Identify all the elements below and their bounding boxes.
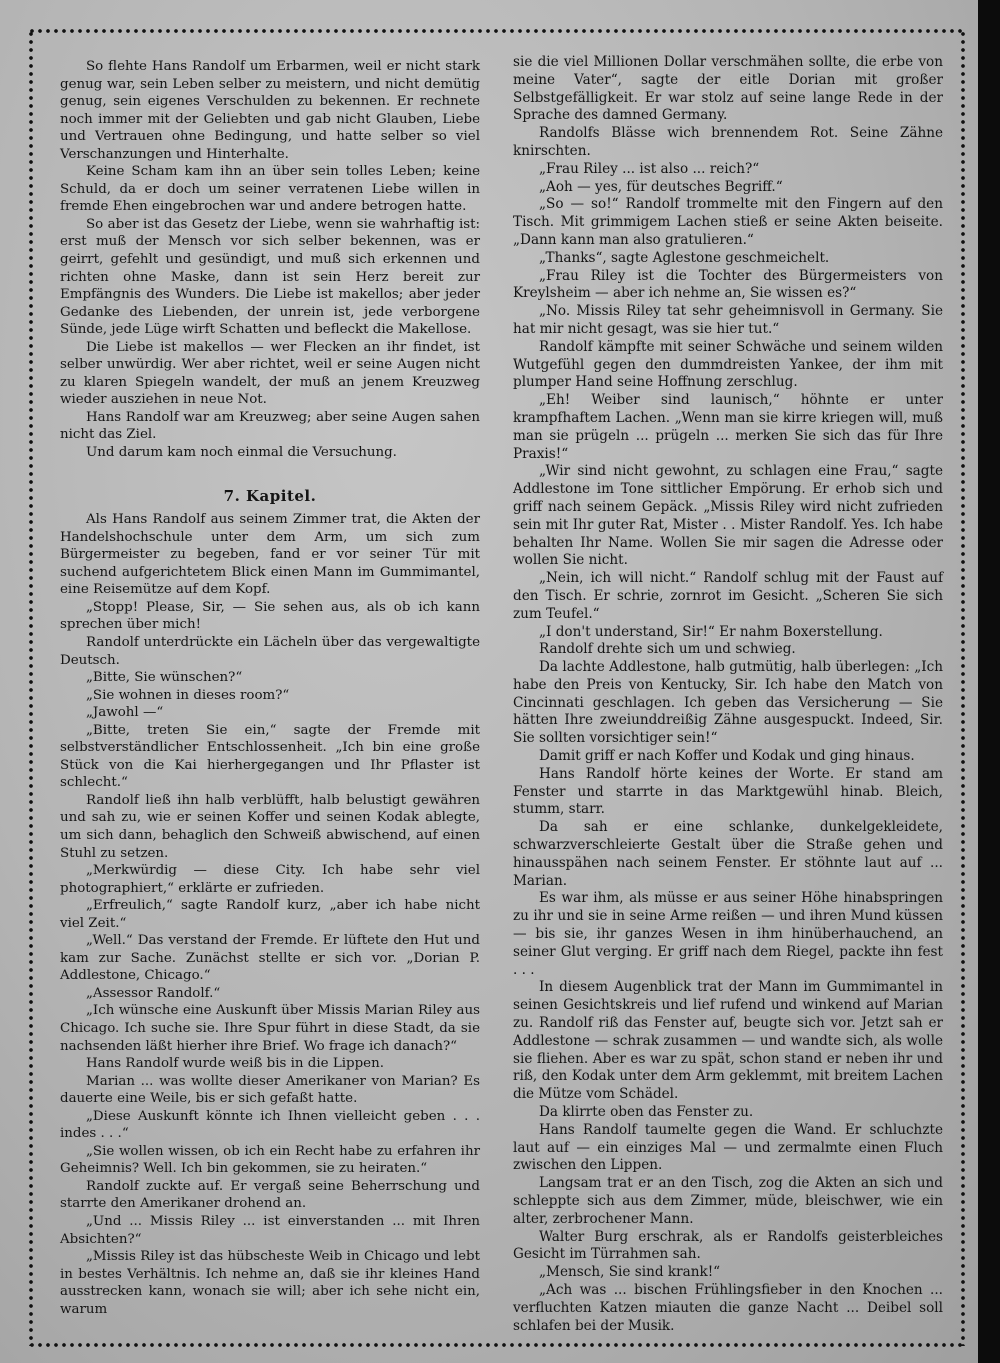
paragraph: „Wir sind nicht gewohnt, zu schlagen eine Frau,“ sagte Addlestone im Tone sittlicher Empörung. Er erhob sich und griff nach seinem Gepäck. „Missis Riley wird nicht zufrieden sein mit Ihr guter Rat, Mister . . Mister Randolf. Yes. Ich habe behalten Ihr Name. Wollen Sie mir sagen die Adresse oder wollen Sie nicht. (513, 463, 943, 569)
paragraph: „Sie wohnen in dieses room?“ (86, 687, 290, 703)
paragraph: Hans Randolf taumelte gegen die Wand. Er schluchzte laut auf — ein einziges Mal — und zermalmte einen Fluch zwischen den Lippen. (513, 1121, 943, 1174)
dotted-border-bottom (28, 1340, 966, 1350)
paragraph: „Mensch, Sie sind krank!“ (539, 1264, 721, 1281)
chapter-heading: 7. Kapitel. (223, 486, 317, 505)
paragraph: „Thanks“, sagte Aglestone geschmeichelt. (539, 249, 830, 266)
dotted-border-top (28, 26, 966, 36)
dotted-border-right (958, 30, 968, 1346)
paragraph: „Frau Riley ... ist also ... reich?“ (539, 160, 760, 177)
paragraph: Und darum kam noch einmal die Versuchung. (86, 445, 397, 461)
paragraph: In diesem Augenblick trat der Mann im Gummimantel in seinen Gesichtskreis und lief rufend und winkend auf Marian zu. Randolf riß das Fenster auf, beugte sich vor. Jetzt sah er Addlestone — schrak zusammen — und wandte sich, als wolle sie fliehen. Aber es war zu spät, schon stand er neben ihr und riß, den Kodak unter dem Arm geklemmt, mit breitem Lachen die Mütze vom Schädel. (513, 979, 943, 1103)
paragraph: „Jawohl —“ (86, 705, 164, 721)
paragraph: „Ich wünsche eine Auskunft über Missis Marian Riley aus Chicago. Ich suche sie. Ihre Spur führt in diese Stadt, da sie nachsenden läßt hierher ihre Brief. Wo frage ich danach?“ (60, 1003, 480, 1054)
paragraph: Walter Burg erschrak, als er Randolfs geisterbleiches Gesicht im Türrahmen sah. (513, 1228, 943, 1263)
paragraph: „Bitte, Sie wünschen?“ (86, 670, 243, 686)
paragraph: Als Hans Randolf aus seinem Zimmer trat, die Akten der Handelshochschule unter dem Arm, um sich zum Bürgermeister zu begeben, fand er vor seiner Tür mit suchend aufgerichtetem Blick einen Mann im Gummimantel, eine Reisemütze auf dem Kopf. (60, 512, 480, 598)
paragraph: Keine Scham kam ihn an über sein tolles Leben; keine Schuld, da er doch um seiner verratenen Liebe willen in fremde Ehen eingebrochen war und andere betrogen hatte. (60, 164, 480, 215)
dotted-border-left (26, 30, 36, 1346)
paragraph: Hans Randolf wurde weiß bis in die Lippen. (86, 1056, 384, 1072)
paragraph: So aber ist das Gesetz der Liebe, wenn sie wahrhaftig ist: erst muß der Mensch vor sich selber bekennen, was er geirrt, gefehlt und gesündigt, und muß sich erkennen und richten ohne Maske, dann ist sein Herz bereit zur Empfängnis des Wunders. Die Liebe ist makellos; aber jeder Gedanke des Liebenden, der unrein ist, jede verborgene Sünde, jede Lüge wirft Schatten und befleckt die Makellose. (60, 216, 480, 338)
paragraph: „Well.“ Das verstand der Fremde. Er lüftete den Hut und kam zur Sache. Zunächst stellte er sich vor. „Dorian P. Addlestone, Chicago.“ (60, 933, 480, 984)
paragraph: „Missis Riley ist das hübscheste Weib in Chicago und lebt in bestes Verhältnis. Ich nehme an, daß sie ihr kleines Hand ausstrecken kann, wonach sie will; aber ich sehe nicht ein, warum (60, 1249, 480, 1317)
paragraph: Randolfs Blässe wich brennendem Rot. Seine Zähne knirschten. (513, 125, 943, 159)
paragraph: „I don't understand, Sir!“ Er nahm Boxerstellung. (539, 623, 883, 640)
paragraph: Randolf kämpfte mit seiner Schwäche und seinem wilden Wutgefühl gegen den dummdreisten Yankee, der ihm mit plumper Hand seine Hoffnung zerschlug. (513, 338, 943, 391)
paragraph: „Ach was ... bischen Frühlingsfieber in den Knochen ... verfluchten Katzen miauten die ganze Nacht ... Deibel soll schlafen bei der Musik. (513, 1281, 943, 1334)
paragraph: Langsam trat er an den Tisch, zog die Akten an sich und schleppte sich aus dem Zimmer, müde, bleischwer, wie ein alter, zerbrochener Mann. (513, 1175, 943, 1227)
paragraph: Die Liebe ist makellos — wer Flecken an ihr findet, ist selber unwürdig. Wer aber richtet, weil er seine Augen nicht zu klaren Spiegeln wandelt, der muß an jenem Kreuzweg wieder ausziehen in neue Not. (60, 339, 480, 408)
paragraph: Damit griff er nach Koffer und Kodak und ging hinaus. (539, 748, 915, 765)
right-column (513, 54, 943, 1335)
paragraph: Randolf drehte sich um und schwieg. (539, 641, 796, 658)
paragraph: Hans Randolf hörte keines der Worte. Er stand am Fenster und starrte in das Marktgewühl hinab. Bleich, stumm, starr. (513, 765, 943, 818)
paragraph: Randolf zuckte auf. Er vergaß seine Beherrschung und starrte den Amerikaner drohend an. (60, 1178, 480, 1212)
left-column (60, 58, 480, 1318)
paragraph: „Eh! Weiber sind launisch,“ höhnte er unter krampfhaftem Lachen. „Wenn man sie kirre kriegen will, muß man sie prügeln ... prügeln ... merken Sie sich das für Ihre Praxis!“ (513, 392, 943, 462)
paragraph: „Assessor Randolf.“ (86, 985, 221, 1001)
paragraph: „Merkwürdig — diese City. Ich habe sehr viel photographiert,“ erklärte er zufrieden. (60, 863, 480, 896)
paragraph: „Nein, ich will nicht.“ Randolf schlug mit der Faust auf den Tisch. Er schrie, zornrot im Gesicht. „Scheren Sie sich zum Teufel.“ (513, 570, 943, 622)
paragraph: Randolf ließ ihn halb verblüfft, halb belustigt gewähren und sah zu, wie er seinen Koffer und seinen Kodak ablegte, um sich dann, behaglich den Schweiß abwischend, auf einen Stuhl zu setzen. (60, 792, 480, 861)
paragraph: „Frau Riley ist die Tochter des Bürgermeisters von Kreylsheim — aber ich nehme an, Sie wissen es?“ (513, 267, 943, 302)
paragraph: „Bitte, treten Sie ein,“ sagte der Fremde mit selbstverständlicher Entschlossenheit. „Ich bin eine große Stück von die Kai hierhergegangen und Ihr Pflaster ist schlecht.“ (60, 722, 480, 791)
paragraph: „Diese Auskunft könnte ich Ihnen vielleicht geben . . . indes . . .“ (60, 1108, 480, 1142)
paragraph: „Erfreulich,“ sagte Randolf kurz, „aber ich habe nicht viel Zeit.“ (60, 898, 480, 931)
paragraph: Da sah er eine schlanke, dunkelgekleidete, schwarzverschleierte Gestalt über die Straße gehen und hinausspähen nach seinem Fenster. Er stöhnte laut auf ... Marian. (513, 819, 943, 889)
paragraph: Da lachte Addlestone, halb gutmütig, halb überlegen: „Ich habe den Preis von Kentucky, Sir. Ich habe den Match von Cincinnati geschlagen. Ich geben das Versicherung — Sie hätten Ihre zweiunddreißig Zähne ausgespuckt. Indeed, Sir. Sie sollten vorsichtiger sein!“ (513, 659, 943, 747)
paragraph: So flehte Hans Randolf um Erbarmen, weil er nicht stark genug war, sein Leben selber zu meistern, und nicht demütig genug, sein eigenes Verschulden zu bekennen. Er rechnete noch immer mit der Geliebten und gab nicht Glauben, Liebe und Vertrauen ohne Bedingung, und hatte selber so viel Verschanzungen und Hinterhalte. (60, 59, 480, 162)
paragraph: Marian ... was wollte dieser Amerikaner von Marian? Es dauerte eine Weile, bis er sich gefaßt hatte. (60, 1073, 480, 1107)
paragraph: Es war ihm, als müsse er aus seiner Höhe hinabspringen zu ihr und sie in seine Arme reißen — und ihren Mund küssen — bis sie, ihr ganzes Wesen in ihm hinüberhauchend, an seiner Glut verging. Er griff nach dem Riegel, packte ihn fest . . . (513, 890, 943, 978)
paragraph: „Und ... Missis Riley ... ist einverstanden ... mit Ihren Absichten?“ (60, 1214, 480, 1247)
paragraph: Da klirrte oben das Fenster zu. (539, 1104, 754, 1121)
paragraph: „So — so!“ Randolf trommelte mit den Fingern auf den Tisch. Mit grimmigem Lachen stieß er seine Akten beiseite. „Dann kann man also gratulieren.“ (513, 196, 943, 248)
paragraph: „No. Missis Riley tat sehr geheimnisvoll in Germany. Sie hat mir nicht gesagt, was sie hier tut.“ (513, 303, 943, 337)
paragraph: „Aoh — yes, für deutsches Begriff.“ (539, 178, 783, 195)
paragraph: Randolf unterdrückte ein Lächeln über das vergewaltigte Deutsch. (60, 634, 480, 668)
page-edge-shadow (978, 0, 1000, 1363)
paragraph: „Sie wollen wissen, ob ich ein Recht habe zu erfahren ihr Geheimnis? Well. Ich bin gekommen, sie zu heiraten.“ (60, 1143, 480, 1177)
paragraph-continued: sie die viel Millionen Dollar verschmähen sollte, die erbe von meine Vater“, sagte der eitle Dorian mit großer Selbstgefälligkeit. Er war stolz auf seine lange Rede in der Sprache des damned Germany. (513, 54, 943, 124)
paragraph: Hans Randolf war am Kreuzweg; aber seine Augen sahen nicht das Ziel. (60, 409, 480, 443)
paragraph: „Stopp! Please, Sir, — Sie sehen aus, als ob ich kann sprechen über mich! (60, 599, 480, 633)
